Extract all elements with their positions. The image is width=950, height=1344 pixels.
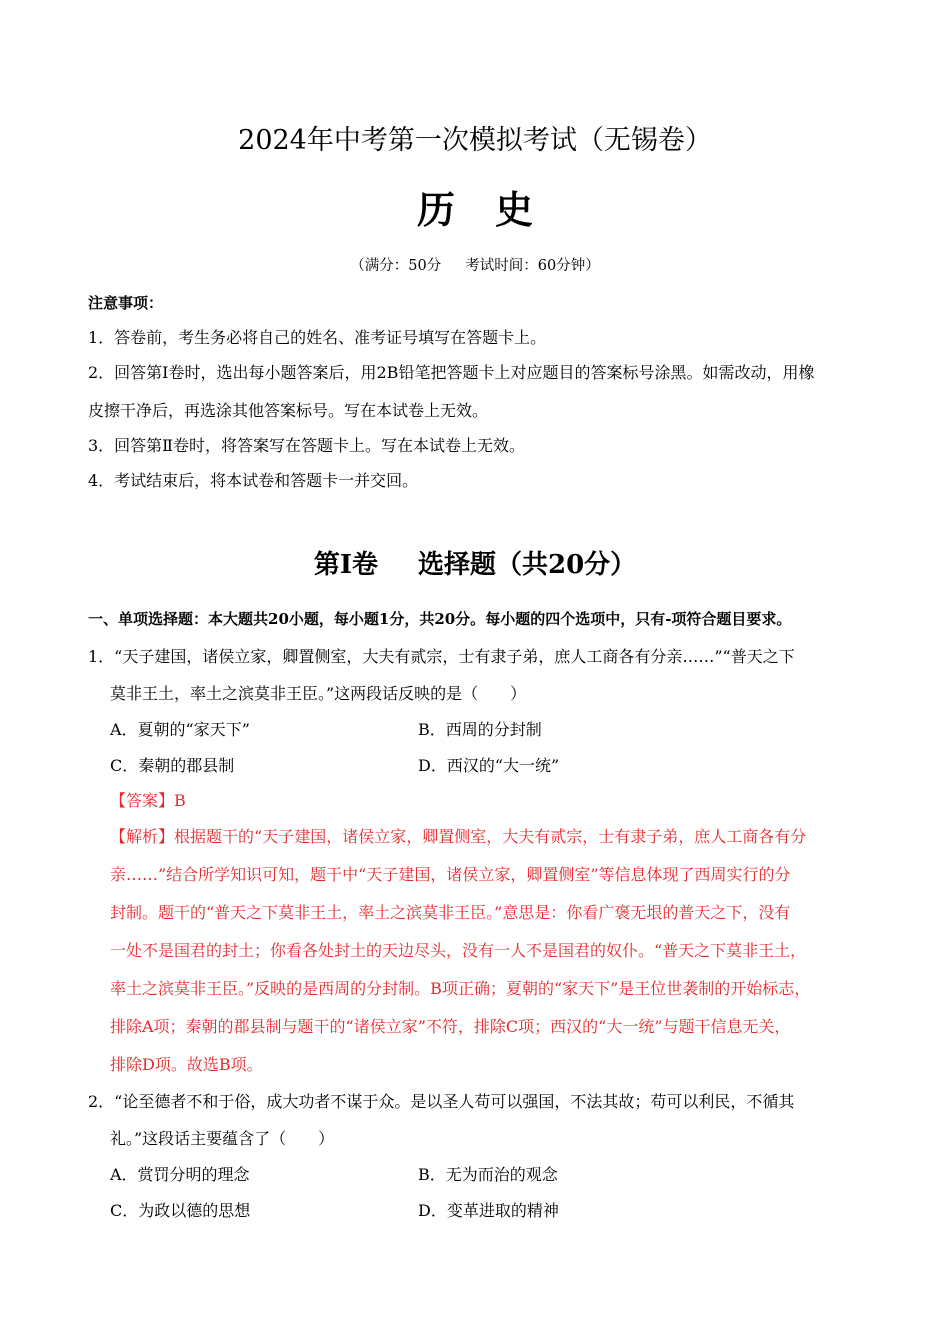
- option-d: D．变革进取的精神: [418, 1201, 559, 1220]
- answer-label: 【答案】: [110, 791, 175, 810]
- notice-item: 3．回答第Ⅱ卷时，将答案写在答题卡上。写在本试卷上无效。: [88, 436, 526, 455]
- option-d: D．西汉的“大一统”: [418, 756, 560, 775]
- exam-time: 考试时间：60分钟）: [465, 258, 600, 274]
- subject-title: 历史: [416, 187, 573, 232]
- analysis-text: 率土之滨莫非王臣。”反映的是西周的分封制。B项正确；夏朝的“家天下”是王位世袭制的开始标志，: [110, 979, 811, 998]
- analysis-text: 封制。题干的“普天之下莫非王土，率土之滨莫非王臣。”意思是：你看广褒无垠的普天之下，没有: [110, 903, 791, 922]
- analysis-text: 亲……”结合所学知识可知，题干中“天子建国，诸侯立家，卿置侧室”等信息体现了西周实行的分: [110, 865, 791, 884]
- option-c: C．秦朝的郡县制: [110, 756, 235, 775]
- question-stem: 莫非王土，率土之滨莫非王臣。”这两段话反映的是（ ）: [110, 684, 527, 703]
- option-a: A．夏朝的“家天下”: [110, 720, 250, 739]
- option-b: B．无为而治的观念: [418, 1165, 558, 1184]
- analysis-label: 【解析】: [110, 827, 175, 846]
- notice-item: 2．回答第Ⅰ卷时，选出每小题答案后，用2B铅笔把答题卡上对应题目的答案标号涂黑。如需改动，用橡: [88, 363, 815, 382]
- notice-heading: 注意事项：: [88, 294, 164, 312]
- part-heading: 一、单项选择题：本大题共20小题，每小题1分，共20分。每小题的四个选项中，只有-项符合题目要求。: [88, 610, 792, 628]
- section-title: [0, 548, 950, 582]
- option-a: A．赏罚分明的理念: [110, 1165, 250, 1184]
- notice-item: 皮擦干净后，再选涂其他答案标号。写在本试卷上无效。: [88, 401, 489, 420]
- option-c: C．为政以德的思想: [110, 1201, 251, 1220]
- exam-title: 2024年中考第一次模拟考试（无锡卷）: [238, 125, 712, 156]
- analysis-line: [110, 825, 806, 849]
- answer-value: B: [174, 791, 186, 810]
- analysis-text: 排除A项；秦朝的郡县制与题干的“诸侯立家”不符，排除C项；西汉的“大一统”与题干信息无关，: [110, 1017, 791, 1036]
- question-stem: 礼。”这段话主要蕴含了（ ）: [110, 1129, 335, 1148]
- question-stem: 1．“天子建国，诸侯立家，卿置侧室，大夫有贰宗，士有隶子弟，庶人工商各有分亲……”“普天之下: [88, 647, 795, 666]
- analysis-text: 根据题干的“天子建国，诸侯立家，卿置侧室，大夫有贰宗，士有隶子弟，庶人工商各有分: [174, 827, 807, 846]
- volume-label: 第I卷: [313, 550, 378, 580]
- section-name: 选择题（共20分）: [417, 550, 637, 580]
- analysis-text: 排除D项。故选B项。: [110, 1055, 263, 1074]
- full-score: （满分：50分: [350, 258, 442, 274]
- notice-item: 1．答卷前，考生务必将自己的姓名、准考证号填写在答题卡上。: [88, 328, 547, 347]
- analysis-text: 一处不是国君的封土；你看各处封土的天边尽头，没有一人不是国君的奴仆。“普天之下莫非王土，: [110, 941, 807, 960]
- notice-item: 4．考试结束后，将本试卷和答题卡一并交回。: [88, 471, 419, 490]
- option-b: B．西周的分封制: [418, 720, 542, 739]
- score-info: [0, 256, 950, 276]
- answer-line: [110, 789, 186, 813]
- question-stem: 2．“论至德者不和于俗，成大功者不谋于众。是以圣人苟可以强国，不法其故；苟可以利民，不循其: [88, 1092, 795, 1111]
